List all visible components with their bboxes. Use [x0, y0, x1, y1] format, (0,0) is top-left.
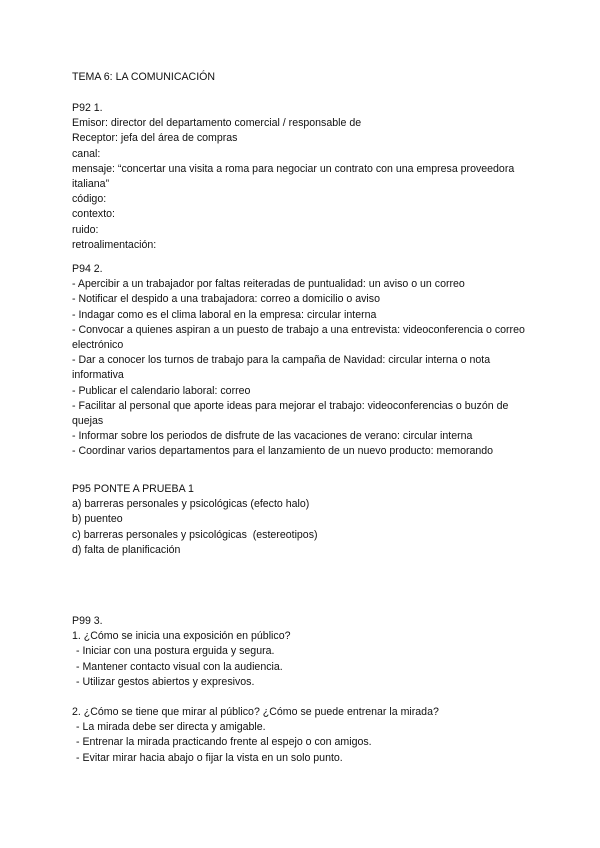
list-item: - Indagar como es el clima laboral en la empresa: circular interna — [72, 308, 377, 321]
list-item: - Apercibir a un trabajador por faltas reiteradas de puntualidad: un aviso o un correo — [72, 278, 465, 291]
section-p95 — [72, 482, 532, 558]
list-item: b) puenteo — [72, 513, 123, 526]
section-p92-heading: P92 1. — [72, 102, 103, 114]
list-item: - Dar a conocer los turnos de trabajo para la campaña de Navidad: circular interna o nota informativa — [72, 354, 491, 382]
p92-codigo: código: — [72, 193, 107, 206]
list-item: - Facilitar al personal que aporte ideas para mejorar el trabajo: videoconferencias o buzón de quejas — [72, 399, 509, 428]
list-item: - Entrenar la mirada practicando frente al espejo o con amigos. — [76, 736, 372, 749]
list-item: - Utilizar gestos abiertos y expresivos. — [76, 675, 255, 688]
p92-receptor: Receptor: jefa del área de compras — [72, 132, 238, 145]
list-item: - Convocar a quienes aspiran a un puesto de trabajo a una entrevista: videoconferencia o correo electrónico — [72, 323, 525, 352]
list-item: - Publicar el calendario laboral: correo — [72, 384, 251, 397]
list-item: - Informar sobre los periodos de disfrute de las vacaciones de verano: circular interna — [72, 430, 473, 443]
p92-retroalimentacion: retroalimentación: — [72, 238, 157, 251]
p92-mensaje: mensaje: “concertar una visita a roma para negociar un contrato con una empresa proveedora italiana” — [72, 162, 515, 191]
list-item: - Mantener contacto visual con la audiencia. — [76, 660, 283, 673]
document-title-block — [72, 70, 532, 85]
p92-emisor: Emisor: director del departamento comercial / responsable de — [72, 117, 362, 130]
list-item: - Evitar mirar hacia abajo o fijar la vista en un solo punto. — [76, 751, 343, 764]
p92-contexto: contexto: — [72, 208, 115, 221]
section-p92 — [72, 101, 532, 253]
p92-canal: canal: — [72, 147, 101, 160]
section-p94 — [72, 262, 532, 460]
list-item: - Iniciar con una postura erguida y segura. — [76, 645, 275, 658]
list-item: - La mirada debe ser directa y amigable. — [76, 721, 266, 734]
list-item: a) barreras personales y psicológicas (efecto halo) — [72, 498, 310, 511]
section-p99-heading: P99 3. — [72, 615, 103, 627]
section-p95-heading: P95 PONTE A PRUEBA 1 — [72, 483, 194, 495]
p99-question-2: 2. ¿Cómo se tiene que mirar al público? ¿Cómo se puede entrenar la mirada? — [72, 706, 439, 719]
document-title: TEMA 6: LA COMUNICACIÓN — [72, 71, 216, 83]
list-item: d) falta de planificación — [72, 543, 181, 556]
p99-question-1: 1. ¿Cómo se inicia una exposición en público? — [72, 630, 291, 643]
section-p99 — [72, 614, 532, 766]
list-item: - Notificar el despido a una trabajadora: correo a domicilio o aviso — [72, 293, 380, 306]
section-p94-heading: P94 2. — [72, 263, 103, 275]
list-item: - Coordinar varios departamentos para el lanzamiento de un nuevo producto: memorando — [72, 445, 494, 458]
spacer — [72, 690, 532, 705]
p92-ruido: ruido: — [72, 223, 99, 236]
list-item: c) barreras personales y psicológicas (estereotipos) — [72, 528, 318, 541]
